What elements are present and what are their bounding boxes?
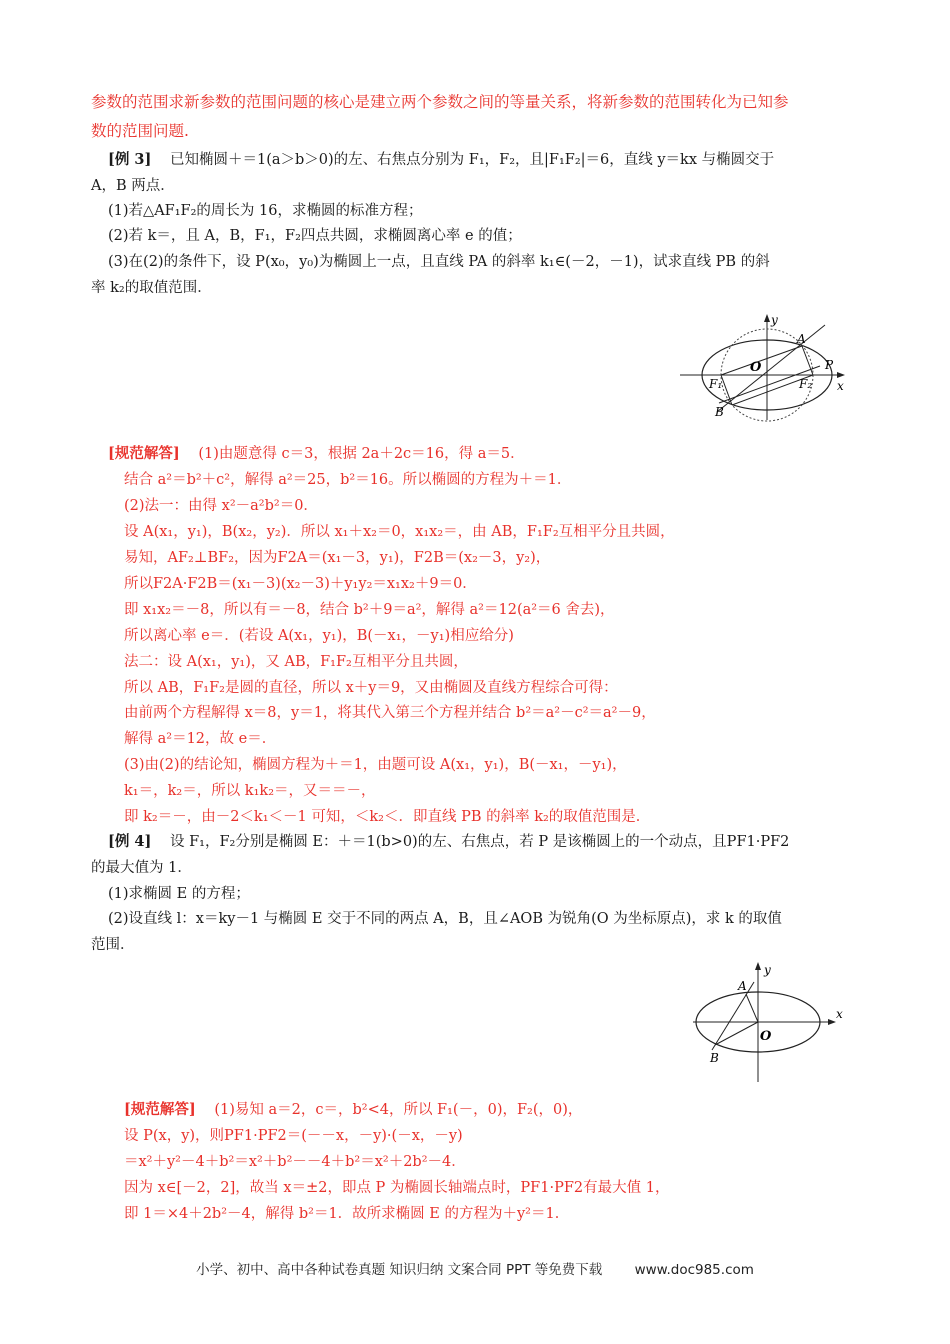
y-axis-arrow	[755, 962, 761, 970]
solution3-line: 由前两个方程解得 x＝8，y＝1，将其代入第三个方程并结合 b²＝a²－c²＝a²－9，	[124, 705, 656, 721]
solution3-first-line	[108, 444, 525, 464]
fig1-label-f1: F₁	[709, 377, 723, 391]
solution3-line: (2)法一：由得 x²－a²b²＝0．	[124, 498, 318, 514]
solution3-line: 所以F2A·F2B＝(x₁－3)(x₂－3)＋y₁y₂＝x₁x₂＋9＝0．	[124, 576, 477, 592]
solution3-line: 即 k₂＝－，由－2＜k₁＜－1 可知，＜k₂＜．即直线 PB 的斜率 k₂的取值范围是．	[124, 809, 651, 825]
solution4-line: ＝x²＋y²－4＋b²＝x²＋b²－－4＋b²＝x²＋2b²－4．	[124, 1154, 466, 1170]
fig2-label-o: O	[760, 1029, 772, 1044]
solution4-line: 因为 x∈[－2，2]，故当 x＝±2，即点 P 为椭圆长轴端点时，PF1·PF2有最大值 1，	[124, 1180, 670, 1196]
example3-line: 率 k₂的取值范围．	[91, 280, 212, 296]
example3-first-line	[108, 150, 774, 170]
footer-url[interactable]: www.doc985.com	[634, 1262, 754, 1278]
fig1-label-p: P	[825, 358, 834, 372]
fig2-label-b: B	[710, 1051, 719, 1065]
solution3-line: 设 A(x₁，y₁)，B(x₂，y₂)．所以 x₁＋x₂＝0，x₁x₂＝，由 AB，F₁F₂互相平分且共圆，	[124, 524, 675, 540]
example3-tag: [例 3]	[108, 151, 152, 168]
example4-text: 设 F₁，F₂分别是椭圆 E：＋＝1(b>0)的左、右焦点，若 P 是该椭圆上的一个动点，且PF1·PF2	[169, 834, 790, 850]
solution4-text: (1)易知 a＝2，c＝，b²<4，所以 F₁(－，0)，F₂(，0)，	[214, 1102, 583, 1118]
solution3-line: 易知，AF₂⊥BF₂，因为F2A＝(x₁－3，y₁)，F2B＝(x₂－3，y₂)，	[124, 550, 551, 566]
x-axis-arrow	[837, 372, 845, 378]
fig2-label-y: y	[764, 963, 771, 977]
solution3-line: 即 x₁x₂＝－8，所以有＝－8，结合 b²＋9＝a²，解得 a²＝12(a²＝6 舍去)，	[124, 602, 615, 618]
footer-text: 小学、初中、高中各种试卷真题 知识归纳 文案合同 PPT 等免费下载	[196, 1262, 603, 1278]
fig1-label-x: x	[837, 379, 844, 393]
example4-line: 范围．	[91, 937, 135, 953]
example3-line: A，B 两点．	[91, 178, 175, 194]
example3-line: (3)在(2)的条件下，设 P(x₀，y₀)为椭圆上一点，且直线 PA 的斜率 k₁∈(－2，－1)，试求直线 PB 的斜	[108, 254, 770, 270]
example4-line: (2)设直线 l：x＝ky－1 与椭圆 E 交于不同的两点 A，B，且∠AOB 为锐角(O 为坐标原点)，求 k 的取值	[108, 911, 782, 927]
page-footer	[0, 1258, 950, 1278]
line-f1a	[721, 346, 802, 375]
solution3-line: 解得 a²＝12，故 e＝．	[124, 731, 277, 747]
solution3-tag: [规范解答]	[108, 445, 180, 462]
intro-line-2: 数的范围问题.	[91, 122, 189, 140]
line-ab	[717, 325, 825, 412]
solution3-text: (1)由题意得 c＝3，根据 2a＋2c＝16，得 a＝5．	[198, 446, 525, 462]
solution3-line: 结合 a²＝b²＋c²，解得 a²＝25，b²＝16。所以椭圆的方程为＋＝1．	[124, 472, 572, 488]
example3-line: (1)若△AF₁F₂的周长为 16，求椭圆的标准方程；	[108, 203, 423, 219]
example3-text: 已知椭圆＋＝1(a＞b＞0)的左、右焦点分别为 F₁，F₂，且|F₁F₂|＝6，直线 y＝kx 与椭圆交于	[169, 152, 775, 168]
line-ob	[715, 1022, 758, 1045]
fig2-label-x: x	[836, 1007, 843, 1021]
fig1-label-o: O	[750, 360, 762, 375]
example3-line: (2)若 k＝，且 A，B，F₁，F₂四点共圆，求椭圆离心率 e 的值；	[108, 228, 522, 244]
fig1-label-f2: F₂	[799, 377, 813, 391]
fig1-label-y: y	[771, 313, 778, 327]
line-l	[712, 982, 754, 1050]
solution4-tag: [规范解答]	[124, 1101, 196, 1118]
example4-line: 的最大值为 1．	[91, 860, 192, 876]
example4-tag: [例 4]	[108, 833, 152, 850]
solution4-first-line	[124, 1100, 582, 1120]
fig2-label-a: A	[738, 979, 747, 993]
solution3-line: k₁＝，k₂＝，所以 k₁k₂＝，又＝＝－，	[124, 783, 376, 799]
solution3-line: (3)由(2)的结论知，椭圆方程为＋＝1，由题可设 A(x₁，y₁)，B(－x₁，－y₁)，	[124, 757, 627, 773]
ellipse-figure-1	[675, 312, 855, 422]
y-axis-arrow	[764, 314, 770, 322]
solution4-line: 设 P(x，y)，则PF1·PF2＝(－－x，－y)·(－x，－y)	[124, 1128, 463, 1144]
solution3-line: 所以离心率 e＝．(若设 A(x₁，y₁)，B(－x₁，－y₁)相应给分)	[124, 628, 514, 644]
solution3-line: 所以 AB，F₁F₂是圆的直径，所以 x＋y＝9，又由椭圆及直线方程综合可得：	[124, 680, 618, 696]
intro-line-1: 参数的范围求新参数的范围问题的核心是建立两个参数之间的等量关系，将新参数的范围转化为已知参	[91, 93, 789, 111]
solution3-line: 法二：设 A(x₁，y₁)，又 AB，F₁F₂互相平分且共圆，	[124, 654, 468, 670]
fig1-label-a: A	[797, 332, 806, 346]
fig1-label-b: B	[715, 405, 724, 419]
solution4-line: 即 1＝×4＋2b²－4，解得 b²＝1．故所求椭圆 E 的方程为＋y²＝1．	[124, 1206, 570, 1222]
example4-first-line	[108, 832, 789, 852]
x-axis-arrow	[828, 1019, 836, 1025]
example4-line: (1)求椭圆 E 的方程；	[108, 886, 250, 902]
line-oa	[746, 994, 758, 1022]
ellipse-figure-2	[688, 960, 848, 1084]
